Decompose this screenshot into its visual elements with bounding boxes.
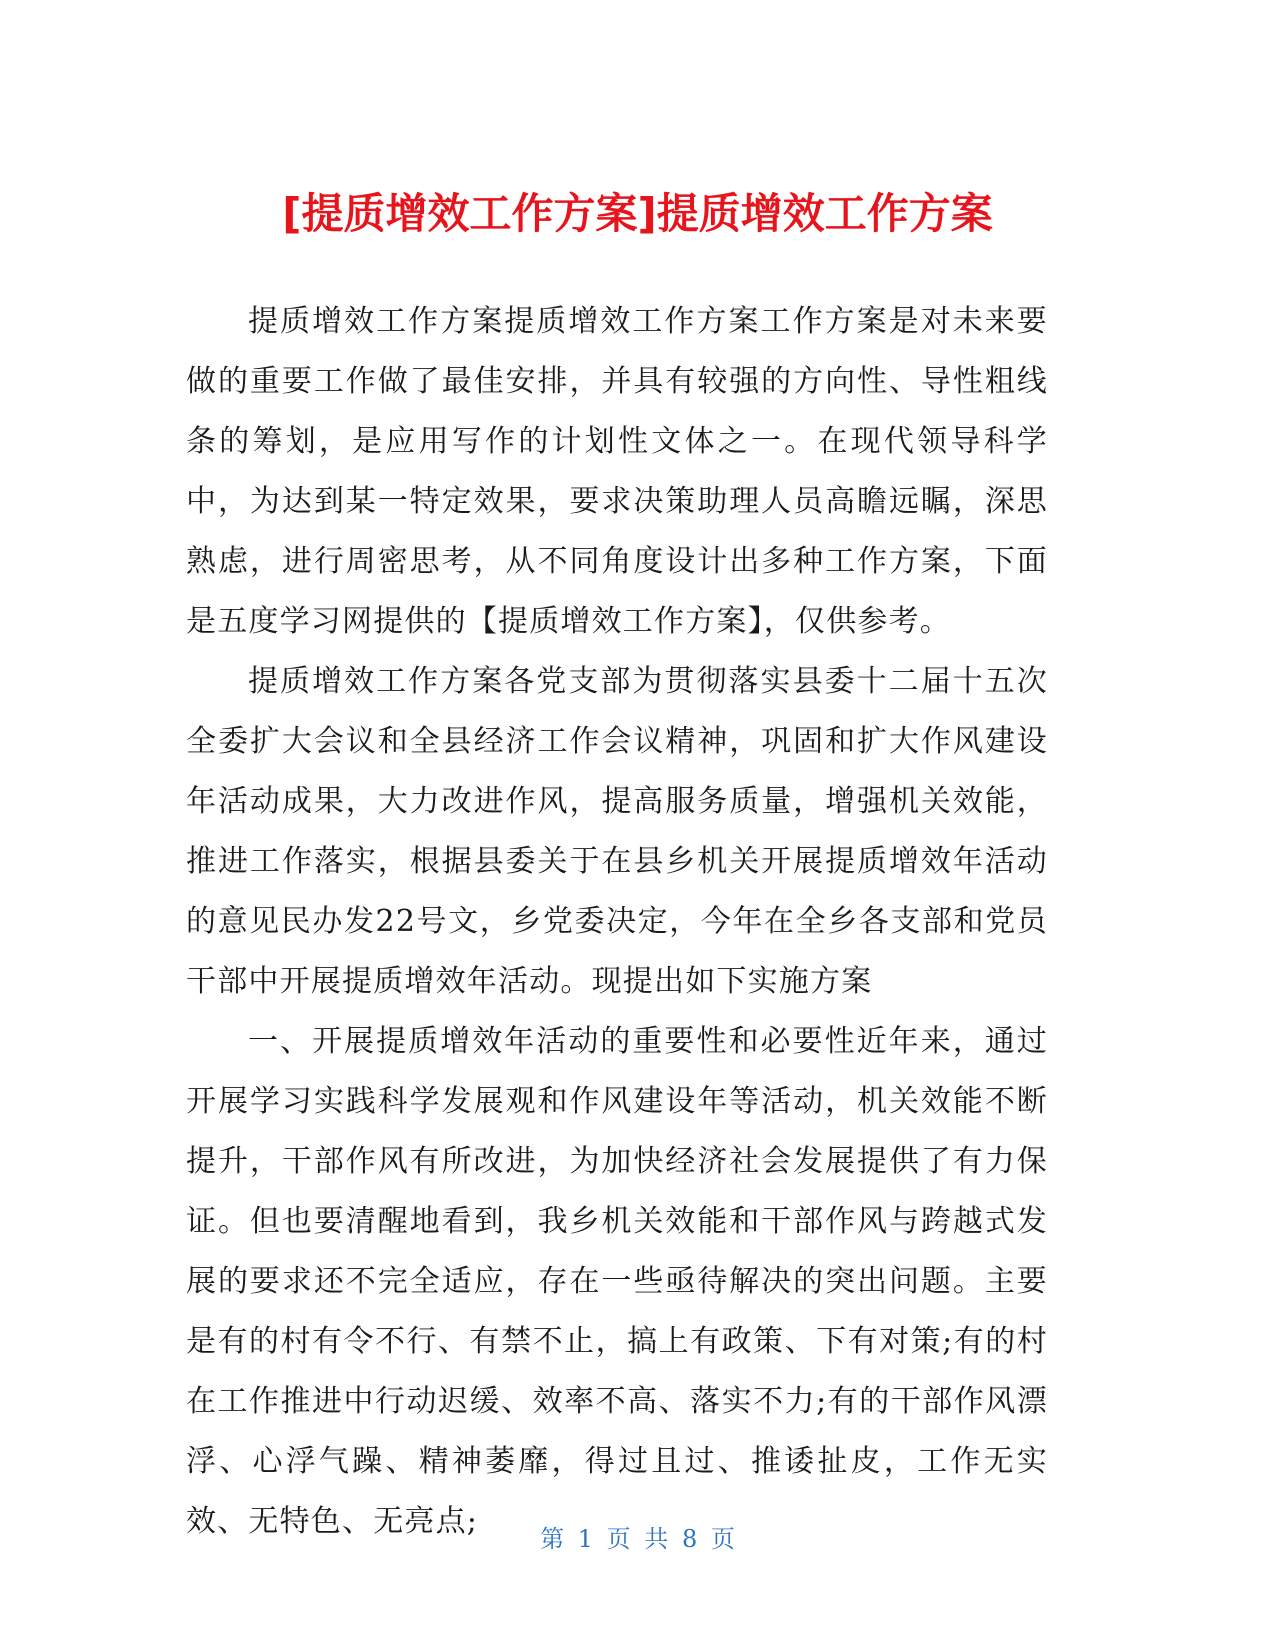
paragraph-section-one: 一、开展提质增效年活动的重要性和必要性近年来，通过开展学习实践科学发展观和作风建设年等活动，机关效能不断提升，干部作风有所改进，为加快经济社会发展提供了有力保证。但也要清醒地看到，我乡机关效能和干部作风与跨越式发展的要求还不完全适应，存在一些亟待解决的突出问题。主要是有的村有令不行、有禁不止，搞上有政策、下有对策;有的村在工作推进中行动迟缓、效率不高、落实不力;有的干部作风漂浮、心浮气躁、精神萎靡，得过且过、推诿扯皮，工作无实效、无特色、无亮点; xyxy=(186,1024,1048,1539)
page-footer: 第 1 页 共 8 页 xyxy=(540,1525,735,1553)
document-body xyxy=(186,292,1048,1552)
paragraph-plan: 提质增效工作方案各党支部为贯彻落实县委十二届十五次全委扩大会议和全县经济工作会议精神，巩固和扩大作风建设年活动成果，大力改进作风，提高服务质量，增强机关效能，推进工作落实，根据县委关于在县乡机关开展提质增效年活动的意见民办发22号文，乡党委决定，今年在全乡各支部和党员干部中开展提质增效年活动。现提出如下实施方案 xyxy=(186,664,1048,999)
document-title: [提质增效工作方案]提质增效工作方案 xyxy=(282,189,993,239)
paragraph-intro: 提质增效工作方案提质增效工作方案工作方案是对未来要做的重要工作做了最佳安排，并具有较强的方向性、导性粗线条的筹划，是应用写作的计划性文体之一。在现代领导科学中，为达到某一特定效果，要求决策助理人员高瞻远瞩，深思熟虑，进行周密思考，从不同角度设计出多种工作方案，下面是五度学习网提供的【提质增效工作方案】，仅供参考。 xyxy=(186,304,1048,639)
